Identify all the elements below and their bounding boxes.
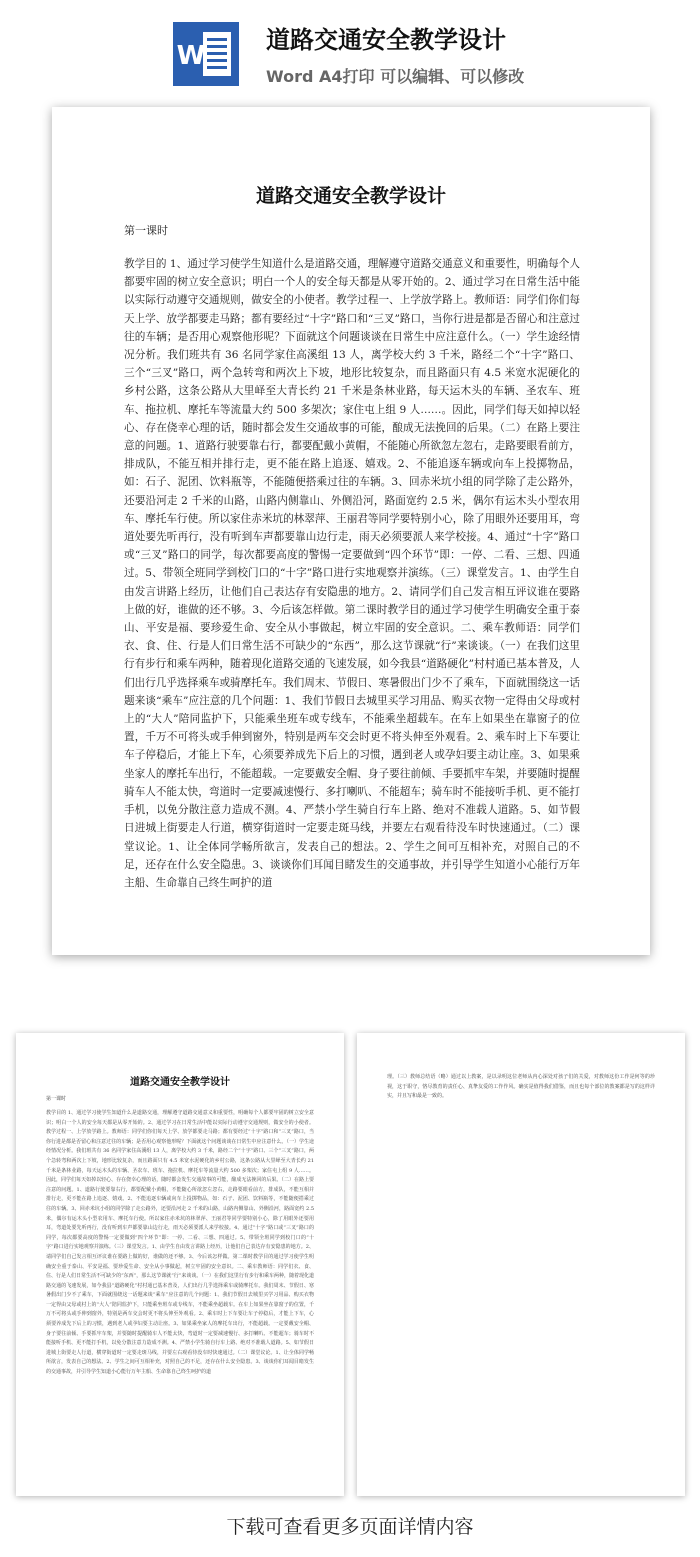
thumbnail-title: 道路交通安全教学设计: [130, 1077, 230, 1088]
word-icon-letter: W: [176, 41, 206, 71]
page-thumbnail-2[interactable]: [357, 1033, 685, 1496]
document-subtitle: Word A4打印 可以编辑、可以修改: [266, 67, 525, 86]
page-title: 道路交通安全教学设计: [255, 185, 446, 207]
download-more-link[interactable]: 下载可查看更多页面详情内容: [226, 1516, 474, 1538]
thumbnail-section-heading: 第一课时: [46, 1096, 67, 1102]
page-thumbnail-1[interactable]: [16, 1033, 344, 1496]
word-document-icon: [173, 22, 239, 86]
section-heading: 第一课时: [124, 224, 168, 237]
page-body-text: 教学目的 1、通过学习使学生知道什么是道路交通，理解遵守道路交通意义和重要性，明确每个人都要牢固的树立安全意识；明白一个人的安全每天都是从零开始的。2、通过学习在日常生活中能以实际行动遵守交通规则，做安全的小使者。教学过程一、上学放学路上。教师语：同学们你们每天上学、放学都要走马路；都有要经过“十字”路口和“三叉”路口，当你行进是都是否留心和注意过往的车辆；是否用心观察他形呢？下面就这个问题谈谈在日常生中应注意什么。（一）学生途经情况分析。我们班共有 36 名同学家住高溪组 13 人，离学校大约 3 千米，路经二个“十字”路口、三个“三叉”路口，两个急转弯和两次上下坡，地形比较复杂，而且路面只有 4.5 米宽水泥硬化的乡村公路，这条公路从大里峄至大青长约 21 千米是条林业路，每天运木头的车辆、圣农车、班车、拖拉机、摩托车等流量大约 500 多架次；家住屯上组 9 人……。因此，同学们每天如掉以轻心、存在侥幸心理的话，随时都会发生交通故事的可能，酿成无法挽回的后果。（二）在路上要注意的问题。1、道路行驶要靠右行，都要配戴小黄帽，不能随心所欲忽左忽右，走路要眼看前方，排成队，不能互相并排行走，更不能在路上追逐、嬉戏。2、不能追逐车辆或向车上投掷物品，如：石子、泥团、饮料瓶等，不能随便搭乘过往的车辆。3、回赤米坑小组的同学除了走公路外，还要沿河走 2 千米的山路，山路内侧靠山、外侧沿河，路面宽约 2.5 米，偶尔有运木头小型农用车、摩托车行使。所以家住赤米坑的林翠萍、王丽君等同学要特别小心，除了用眼外还要用耳，弯道处要先听再行，没有听到车声都要靠山边行走，雨天必须要派人来学校接。4、通过“十字”路口或“三叉”路口的同学，每次都要高度的警惕一定要做到“四个环节”即：一停、二看、三想、四通过。5、带领全班同学到校门口的“十字”路口进行实地观察并演练。（三）课堂发言。1、由学生自由发言讲路上经历，让他们自己表达存有安隐患的地方。2、请同学们自己发言相互评议谁在要路上做的好，谁做的还不够。3、今后该怎样做。第二课时教学目的通过学习使学生明确安全重于泰山、平安是福、要珍爱生命、安全从小事做起，树立牢固的安全意识。二、乘车教师语：同学们衣、食、住、行是人们日常生活不可缺少的“东西”，那么这节课就“行”来谈谈。（一）在我们这里行有步行和乘车两种，随着现化道路交通的飞速发展，如今我县“道路硬化”村村通已基本普及，人们出行几乎选择乘车或骑摩托车。我们周末、节假日、寒暑假出门少不了乘车，下面就围绕这一话题来谈“乘车”应注意的几个问题：1、我们节假日去城里买学习用品、购买衣物一定得由父母或村上的“大人”陪同监护下，只能乘坐班车或专线车，不能乘坐超载车。在车上如果坐在靠窗子的位置，千万不可将头或手伸到窗外，特别是两车交会时更不将头伸至外观看。2、乘车时上下车要让车子停稳后，才能上下车，心须要养成先下后上的习惯，遇到老人或孕妇要主动让座。3、如果乘坐家人的摩托车出行，不能超载。一定要戴安全帽、身子要往前倾、手要抓牢车架，并要随时提醒骑车人不能太快，弯道时一定要减速慢行、多打喇叭、不能超车；骑车时不能接听手机、更不能打手机，以免分散注意力造成不测。4、严禁小学生骑自行车上路、绝对不准载人道路。5、如节假日进城上街要走人行道，横穿街道时一定要走斑马线，并要左右观看待没车时快速通过。（二）课堂议论。1、让全体同学畅所欲言，发表自己的想法。2、学生之间可互相补充，对照自己的不足，还存在什么安全隐患。3、谈谈你们耳闻目睹发生的交通事故，并引导学生知道小心能行万年主船、生命靠自己终生呵护的道: [124, 258, 580, 889]
thumbnail-body-text: 教学目的 1、通过学习使学生知道什么是道路交通，理解遵守道路交通意义和重要性，明确每个人都要牢固的树立安全意识；明白一个人的安全每天都是从零开始的。2、通过学习在日常生活中能以实际行动遵守交通规则，做安全的小使者。教学过程一、上学放学路上。教师语：同学们你们每天上学、放学都要走马路；都有要经过“十字”路口和“三叉”路口，当你行进是都是否留心和注意过往的车辆；是否用心观察他形呢？下面就这个问题谈谈在日常生中应注意什么。（一）学生途经情况分析。我们班共有 36 名同学家住高溪组 13 人，离学校大约 3 千米，路经二个“十字”路口、三个“三叉”路口，两个急转弯和两次上下坡，地形比较复杂，而且路面只有 4.5 米宽水泥硬化的乡村公路，这条公路从大里峄至大青长约 21 千米是条林业路，每天运木头的车辆、圣农车、班车、拖拉机、摩托车等流量大约 500 多架次；家住屯上组 9 人……。因此，同学们每天如掉以轻心、存在侥幸心理的话，随时都会发生交通故事的可能，酿成无法挽回的后果。（二）在路上要注意的问题。1、道路行驶要靠右行，都要配戴小黄帽，不能随心所欲忽左忽右，走路要眼看前方，排成队，不能互相并排行走，更不能在路上追逐、嬉戏。2、不能追逐车辆或向车上投掷物品，如：石子、泥团、饮料瓶等，不能随便搭乘过往的车辆。3、回赤米坑小组的同学除了走公路外，还要沿河走 2 千米的山路，山路内侧靠山、外侧沿河，路面宽约 2.5 米，偶尔有运木头小型农用车、摩托车行使。所以家住赤米坑的林翠萍、王丽君等同学要特别小心，除了用眼外还要用耳，弯道处要先听再行，没有听到车声都要靠山边行走，雨天必须要派人来学校接。4、通过“十字”路口或“三叉”路口的同学，每次都要高度的警惕一定要做到“四个环节”即：一停、二看、三想、四通过。5、带领全班同学到校门口的“十字”路口进行实地观察并演练。（三）课堂发言。1、由学生自由发言讲路上经历，让他们自己表达存有安隐患的地方。2、请同学们自己发言相互评议谁在要路上做的好，谁做的还不够。3、今后该怎样做。第二课时教学目的通过学习使学生明确安全重于泰山、平安是福、要珍爱生命、安全从小事做起，树立牢固的安全意识。二、乘车教师语：同学们衣、食、住、行是人们日常生活不可缺少的“东西”，那么这节课就“行”来谈谈。（一）在我们这里行有步行和乘车两种，随着现化道路交通的飞速发展，如今我县“道路硬化”村村通已基本普及，人们出行几乎选择乘车或骑摩托车。我们周末、节假日、寒暑假出门少不了乘车，下面就围绕这一话题来谈“乘车”应注意的几个问题：1、我们节假日去城里买学习用品、购买衣物一定得由父母或村上的“大人”陪同监护下，只能乘坐班车或专线车，不能乘坐超载车。在车上如果坐在靠窗子的位置，千万不可将头或手伸到窗外，特别是两车交会时更不将头伸至外观看。2、乘车时上下车要让车子停稳后，才能上下车，心须要养成先下后上的习惯，遇到老人或孕妇要主动让座。3、如果乘坐家人的摩托车出行，不能超载。一定要戴安全帽、身子要往前倾、手要抓牢车架，并要随时提醒骑车人不能太快，弯道时一定要减速慢行、多打喇叭、不能超车；骑车时不能接听手机、更不能打手机，以免分散注意力造成不测。4、严禁小学生骑自行车上路、绝对不准载人道路。5、如节假日进城上街要走人行道，横穿街道时一定要走斑马线，并要左右观看待没车时快速通过。（二）课堂议论。1、让全体同学畅所欲言，发表自己的想法。2、学生之间可互相补充，对照自己的不足，还存在什么安全隐患。3、谈谈你们耳闻目睹发生的交通事故，并引导学生知道小心能行万年主船、生命靠自己终生呵护的道: [46, 1110, 314, 1376]
thumbnail-2-body-text: 理。（三）教师总结语（略）通过以上教案，是以录明这位老师从内心深处对孩子们的关爱，对教师这份工作是何等的珍视，这于职守，恪尽教育的责任心、真挚友爱的工作作风。确实是值得我们借鉴，而且也每个部位的教案都是写的这样详实，并且写和最是一致的。: [387, 1074, 655, 1100]
document-page-preview: [52, 107, 650, 955]
document-title: 道路交通安全教学设计: [266, 26, 506, 54]
header: [0, 0, 700, 100]
